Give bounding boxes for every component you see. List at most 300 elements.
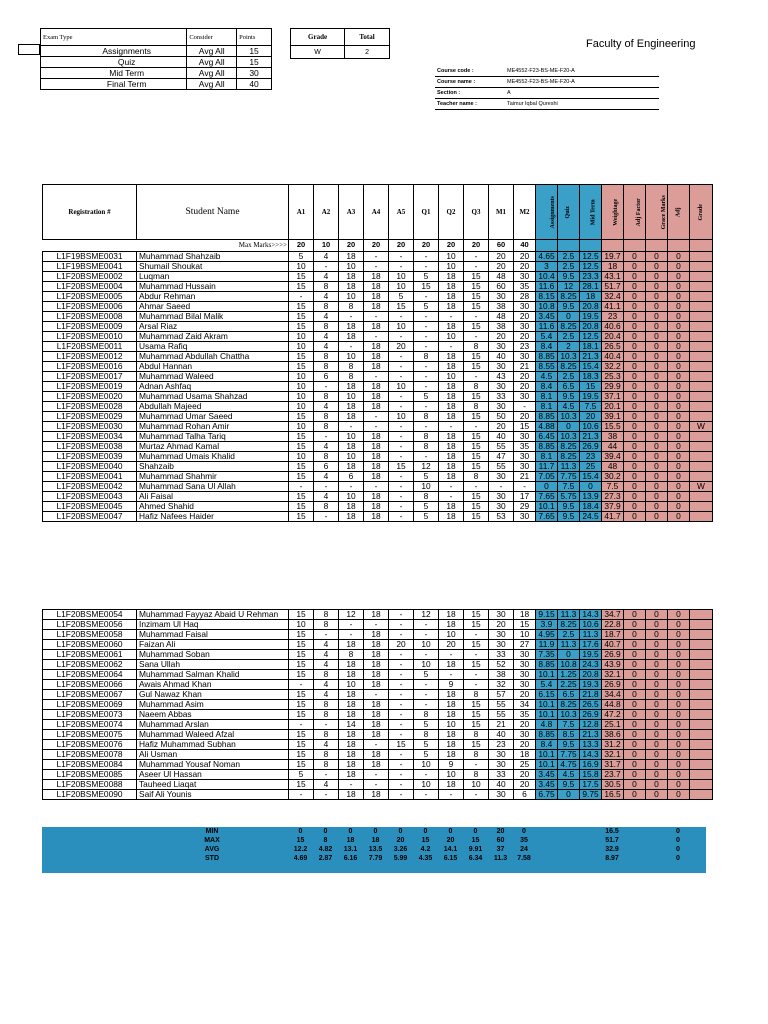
grade-cell [690,412,713,422]
score-cell: 15 [289,502,314,512]
score-cell: 18 [364,292,389,302]
adjustment-cell: 32.1 [602,750,624,760]
computed-cell: 14.3 [580,750,602,760]
score-cell: 20 [389,640,414,650]
score-cell: 10 [289,402,314,412]
score-cell: 5 [414,740,439,750]
score-cell: 20 [514,770,536,780]
score-cell: 18 [439,442,464,452]
student-name: Muhammad Waleed [137,372,289,382]
score-cell: 15 [289,472,314,482]
score-cell: 12 [414,610,439,620]
computed-cell: 9.5 [558,502,580,512]
adjustment-cell: 0 [668,720,690,730]
adjustment-cell: 0 [624,660,646,670]
course-info-row [435,66,659,77]
adjustment-cell: 0 [668,740,690,750]
score-cell: 40 [489,780,514,790]
stat-weightage: 16.5 [605,828,619,835]
score-cell: 15 [389,302,414,312]
stat-blank [645,827,667,836]
registration-number: L1F20BSME0012 [43,352,137,362]
score-cell: - [289,790,314,800]
computed-cell: 15.8 [580,770,602,780]
column-header-label: Quiz [565,206,572,219]
score-cell: - [389,790,414,800]
student-name: Gul Nawaz Khan [137,690,289,700]
computed-cell: 8.1 [536,392,558,402]
stat-value: 0 [323,828,328,835]
computed-cell: 8.85 [536,352,558,362]
exam-consider: Avg All [187,79,237,90]
stat-blank [579,854,601,863]
score-cell: 5 [414,512,439,522]
computed-cell: 9.5 [558,740,580,750]
computed-cell: 23 [580,452,602,462]
computed-cell: 10.1 [536,760,558,770]
stat-blank [42,845,136,854]
score-cell: 15 [289,302,314,312]
adjustment-cell: 0 [646,492,668,502]
computed-cell: 8.25 [558,292,580,302]
main-student-row [43,302,713,312]
score-cell: 30 [489,640,514,650]
adjustment-cell: 26.9 [602,680,624,690]
computed-cell: 12.5 [580,262,602,272]
computed-cell: 21.3 [580,432,602,442]
adjustment-cell: 0 [646,452,668,462]
course-info-row [435,88,659,99]
stat-value: 15 [421,837,430,844]
score-cell: 8 [314,362,339,372]
column-header: Q1 [414,185,439,240]
registration-number: L1F20BSME0005 [43,292,137,302]
score-cell: 55 [489,462,514,472]
score-cell: - [389,670,414,680]
max-blank [690,240,713,252]
computed-cell: 15.4 [580,472,602,482]
adjustment-cell: 0 [646,790,668,800]
score-cell: 5 [289,770,314,780]
adjustment-cell: 0 [668,730,690,740]
score-cell: 15 [289,282,314,292]
adjustment-cell: 0 [646,650,668,660]
student-name: Ali Faisal [137,492,289,502]
grade-summary-table [290,28,390,59]
grade-cell [690,322,713,332]
registration-number: L1F20BSME0061 [43,650,137,660]
score-cell: 18 [364,452,389,462]
computed-cell: 10.3 [558,352,580,362]
score-cell: 4 [314,650,339,660]
adjustment-cell: 38 [602,432,624,442]
column-header: Q2 [439,185,464,240]
course-info-key: Course code : [435,66,505,77]
score-cell: - [389,502,414,512]
student-name: Muhammad Asim [137,700,289,710]
adjustment-cell: 0 [668,392,690,402]
adjustment-cell: 32.1 [602,670,624,680]
adjustment-cell: 0 [624,312,646,322]
score-cell: 15 [289,630,314,640]
student-name: Muhammad Abdullah Chattha [137,352,289,362]
main-student-row [43,462,713,472]
score-cell: 18 [364,282,389,292]
score-cell: 30 [489,790,514,800]
score-cell: 8 [314,670,339,680]
score-cell: - [389,362,414,372]
adjustment-cell: 0 [624,680,646,690]
registration-number: L1F20BSME0039 [43,452,137,462]
adjustment-cell: 37.9 [602,502,624,512]
score-cell: 8 [314,322,339,332]
student-name: Abdullah Majeed [137,402,289,412]
computed-cell: 3.9 [536,620,558,630]
stat-value: 3.26 [393,846,408,853]
score-cell: 18 [339,382,364,392]
column-header [602,185,624,240]
student-name: Ahmed Shahid [137,502,289,512]
score-cell: 18 [439,780,464,790]
stat-blank [557,836,579,845]
score-cell: 9 [439,680,464,690]
score-cell: 15 [289,322,314,332]
score-cell: 5 [414,502,439,512]
score-cell: 20 [514,382,536,392]
score-cell: 23 [514,342,536,352]
grade-header: Grade [291,29,345,46]
adjustment-cell: 32.2 [602,362,624,372]
adjustment-cell: 0 [668,442,690,452]
score-cell: 29 [514,502,536,512]
adjustment-cell: 20.4 [602,332,624,342]
score-cell: 30 [514,680,536,690]
score-cell: - [389,710,414,720]
score-cell: 18 [439,352,464,362]
score-cell: 30 [514,670,536,680]
score-cell: - [414,312,439,322]
score-cell: 32 [489,680,514,690]
score-cell: - [389,760,414,770]
score-cell: - [339,422,364,432]
student-name: Luqman [137,272,289,282]
score-cell: - [314,512,339,522]
score-cell: 18 [439,472,464,482]
computed-cell: 11.7 [536,462,558,472]
max-mark: 20 [364,240,389,252]
score-cell: 8 [339,372,364,382]
score-cell: 18 [364,730,389,740]
score-cell: 30 [489,292,514,302]
score-cell: 38 [489,322,514,332]
score-cell: 27 [514,640,536,650]
score-cell: - [364,252,389,262]
adjustment-cell: 41.7 [602,512,624,522]
adjustment-cell: 0 [646,472,668,482]
score-cell: 40 [489,730,514,740]
score-cell: 18 [339,512,364,522]
score-cell: 18 [339,640,364,650]
adjustment-cell: 0 [668,302,690,312]
registration-number: L1F20BSME0058 [43,630,137,640]
score-cell: 40 [489,432,514,442]
score-cell: 8 [314,422,339,432]
score-cell: 15 [289,700,314,710]
score-cell: 5 [414,670,439,680]
adjustment-cell: 34.7 [602,610,624,620]
score-cell: 18 [364,710,389,720]
computed-cell: 12.5 [580,252,602,262]
score-cell: - [414,372,439,382]
grade-cell [690,392,713,402]
computed-cell: 4.5 [558,770,580,780]
stat-value: 2.87 [318,855,333,862]
score-cell: 43 [489,372,514,382]
stat-value: 0 [298,828,303,835]
computed-cell: 0 [558,422,580,432]
score-cell: - [414,292,439,302]
score-cell: 20 [489,620,514,630]
score-cell: - [389,252,414,262]
adjustment-cell: 0 [624,482,646,492]
adjustment-cell: 0 [624,512,646,522]
max-mark: 40 [514,240,536,252]
score-cell: 8 [464,750,489,760]
adjustment-cell: 0 [624,392,646,402]
adjustment-cell: 25.3 [602,372,624,382]
score-cell: 5 [414,302,439,312]
score-cell: - [464,422,489,432]
stat-blank [645,845,667,854]
student-name: Adnan Ashfaq [137,382,289,392]
adjustment-cell: 0 [624,432,646,442]
registration-number: L1F20BSME0047 [43,512,137,522]
course-info-value: A [505,88,659,99]
score-cell: 4 [314,740,339,750]
score-cell: 15 [464,442,489,452]
score-cell: 18 [364,432,389,442]
computed-cell: 1.25 [558,670,580,680]
score-cell: - [414,620,439,630]
adjustment-cell: 26.5 [602,342,624,352]
column-header-label: Adj Factor [635,198,642,227]
computed-cell: 20.8 [580,670,602,680]
stat-value: 6.34 [468,855,483,862]
computed-cell: 8.15 [536,292,558,302]
stat-blank [42,827,136,836]
score-cell: - [414,382,439,392]
score-cell: - [389,700,414,710]
score-cell: 8 [464,342,489,352]
adjustment-cell: 0 [668,760,690,770]
registration-number: L1F20BSME0009 [43,322,137,332]
computed-cell: 7.5 [558,482,580,492]
computed-cell: 8.5 [558,730,580,740]
student-name: Muhammad Faisal [137,630,289,640]
score-cell: 18 [439,382,464,392]
second-student-row [43,750,713,760]
student-name: Tauheed Liaqat [137,780,289,790]
column-header-label: Grace Marks [660,195,667,230]
main-student-row [43,502,713,512]
grade-cell [690,770,713,780]
computed-cell: 11.6 [536,322,558,332]
adjustment-cell: 18.7 [602,630,624,640]
student-name: Muhammad Umais Khalid [137,452,289,462]
registration-number: L1F20BSME0062 [43,660,137,670]
computed-cell: 21.3 [580,352,602,362]
score-cell: - [364,332,389,342]
second-student-row [43,780,713,790]
score-cell: 15 [389,740,414,750]
stat-blank [623,845,645,854]
max-marks-row [43,240,713,252]
stat-label: AVG [204,846,220,853]
grade-cell [690,472,713,482]
second-student-row [43,630,713,640]
grade-cell [690,670,713,680]
adjustment-cell: 19.7 [602,252,624,262]
score-cell: 10 [289,452,314,462]
adjustment-cell: 0 [646,730,668,740]
grade-cell [690,640,713,650]
grade-value: W [291,46,345,59]
adjustment-cell: 0 [646,462,668,472]
score-cell: 8 [314,452,339,462]
score-cell: 10 [464,780,489,790]
student-name: Arsal Riaz [137,322,289,332]
exam-type: Quiz [41,57,187,68]
score-cell: 18 [364,750,389,760]
registration-number: L1F20BSME0041 [43,472,137,482]
adjustment-cell: 0 [668,282,690,292]
computed-cell: 8.85 [536,660,558,670]
score-cell: 15 [514,422,536,432]
stat-blank [623,836,645,845]
score-cell: - [289,680,314,690]
main-student-row [43,512,713,522]
score-cell: 20 [514,740,536,750]
main-student-row [43,452,713,462]
column-header [580,185,602,240]
column-header-label: Assignments [549,196,556,229]
computed-cell: 4.95 [536,630,558,640]
adjustment-cell: 0 [646,680,668,690]
adjustment-cell: 0 [624,630,646,640]
registration-number: L1F20BSME0042 [43,482,137,492]
computed-cell: 8.1 [536,402,558,412]
score-cell: 15 [289,492,314,502]
stat-blank [535,827,557,836]
score-cell: - [339,780,364,790]
score-cell: - [464,790,489,800]
exam-points: 30 [237,68,272,79]
adjustment-cell: 0 [624,322,646,332]
adjustment-cell: 0 [668,452,690,462]
score-cell: 18 [364,352,389,362]
adjustment-cell: 0 [646,710,668,720]
course-info-table [435,66,659,110]
adjustment-cell: 0 [668,700,690,710]
adjustment-cell: 0 [624,272,646,282]
grade-cell [690,630,713,640]
stat-blank [42,854,136,863]
score-cell: 18 [364,640,389,650]
grade-cell [690,660,713,670]
adjustment-cell: 32.4 [602,292,624,302]
score-cell: 18 [364,512,389,522]
score-cell: - [439,650,464,660]
score-cell: 10 [389,412,414,422]
computed-cell: 12 [558,282,580,292]
adjustment-cell: 0 [624,690,646,700]
score-cell: 8 [314,730,339,740]
main-student-row [43,332,713,342]
computed-cell: 13.9 [580,492,602,502]
max-blank [624,240,646,252]
computed-cell: 21.8 [580,690,602,700]
score-cell: 15 [464,302,489,312]
score-cell: 4 [314,690,339,700]
score-cell: 30 [514,302,536,312]
adjustment-cell: 0 [668,322,690,332]
score-cell: 10 [439,262,464,272]
score-cell: 15 [289,362,314,372]
main-student-row [43,252,713,262]
student-name: Muhammad Soban [137,650,289,660]
computed-cell: 2.5 [558,252,580,262]
score-cell: 4 [314,402,339,412]
adjustment-cell: 0 [624,710,646,720]
adjustment-cell: 0 [624,700,646,710]
score-cell: 5 [414,392,439,402]
student-name: Naeem Abbas [137,710,289,720]
grade-cell [690,312,713,322]
adjustment-cell: 40.6 [602,322,624,332]
score-cell: 18 [439,282,464,292]
grade-cell [690,442,713,452]
score-cell: 18 [339,730,364,740]
score-cell: 30 [514,392,536,402]
score-cell: 18 [364,342,389,352]
score-cell: 38 [489,670,514,680]
stat-value: 15 [471,837,480,844]
computed-cell: 19.3 [580,680,602,690]
score-cell: 15 [514,620,536,630]
registration-number: L1F20BSME0084 [43,760,137,770]
score-cell: 18 [339,252,364,262]
score-cell: 18 [364,660,389,670]
score-cell: 10 [339,452,364,462]
score-cell: 15 [464,512,489,522]
score-cell: 8 [414,412,439,422]
adjustment-cell: 0 [668,670,690,680]
score-cell: 30 [514,512,536,522]
adjustment-cell: 0 [668,422,690,432]
main-student-row [43,322,713,332]
column-header: A2 [314,185,339,240]
student-name: Sana Ullah [137,660,289,670]
score-cell: - [339,630,364,640]
score-cell: 15 [464,322,489,332]
score-cell: 38 [489,302,514,312]
stat-value: 0 [398,828,403,835]
second-student-row [43,700,713,710]
adjustment-cell: 0 [646,482,668,492]
score-cell: - [389,392,414,402]
score-cell: 18 [514,610,536,620]
score-cell: 20 [439,640,464,650]
